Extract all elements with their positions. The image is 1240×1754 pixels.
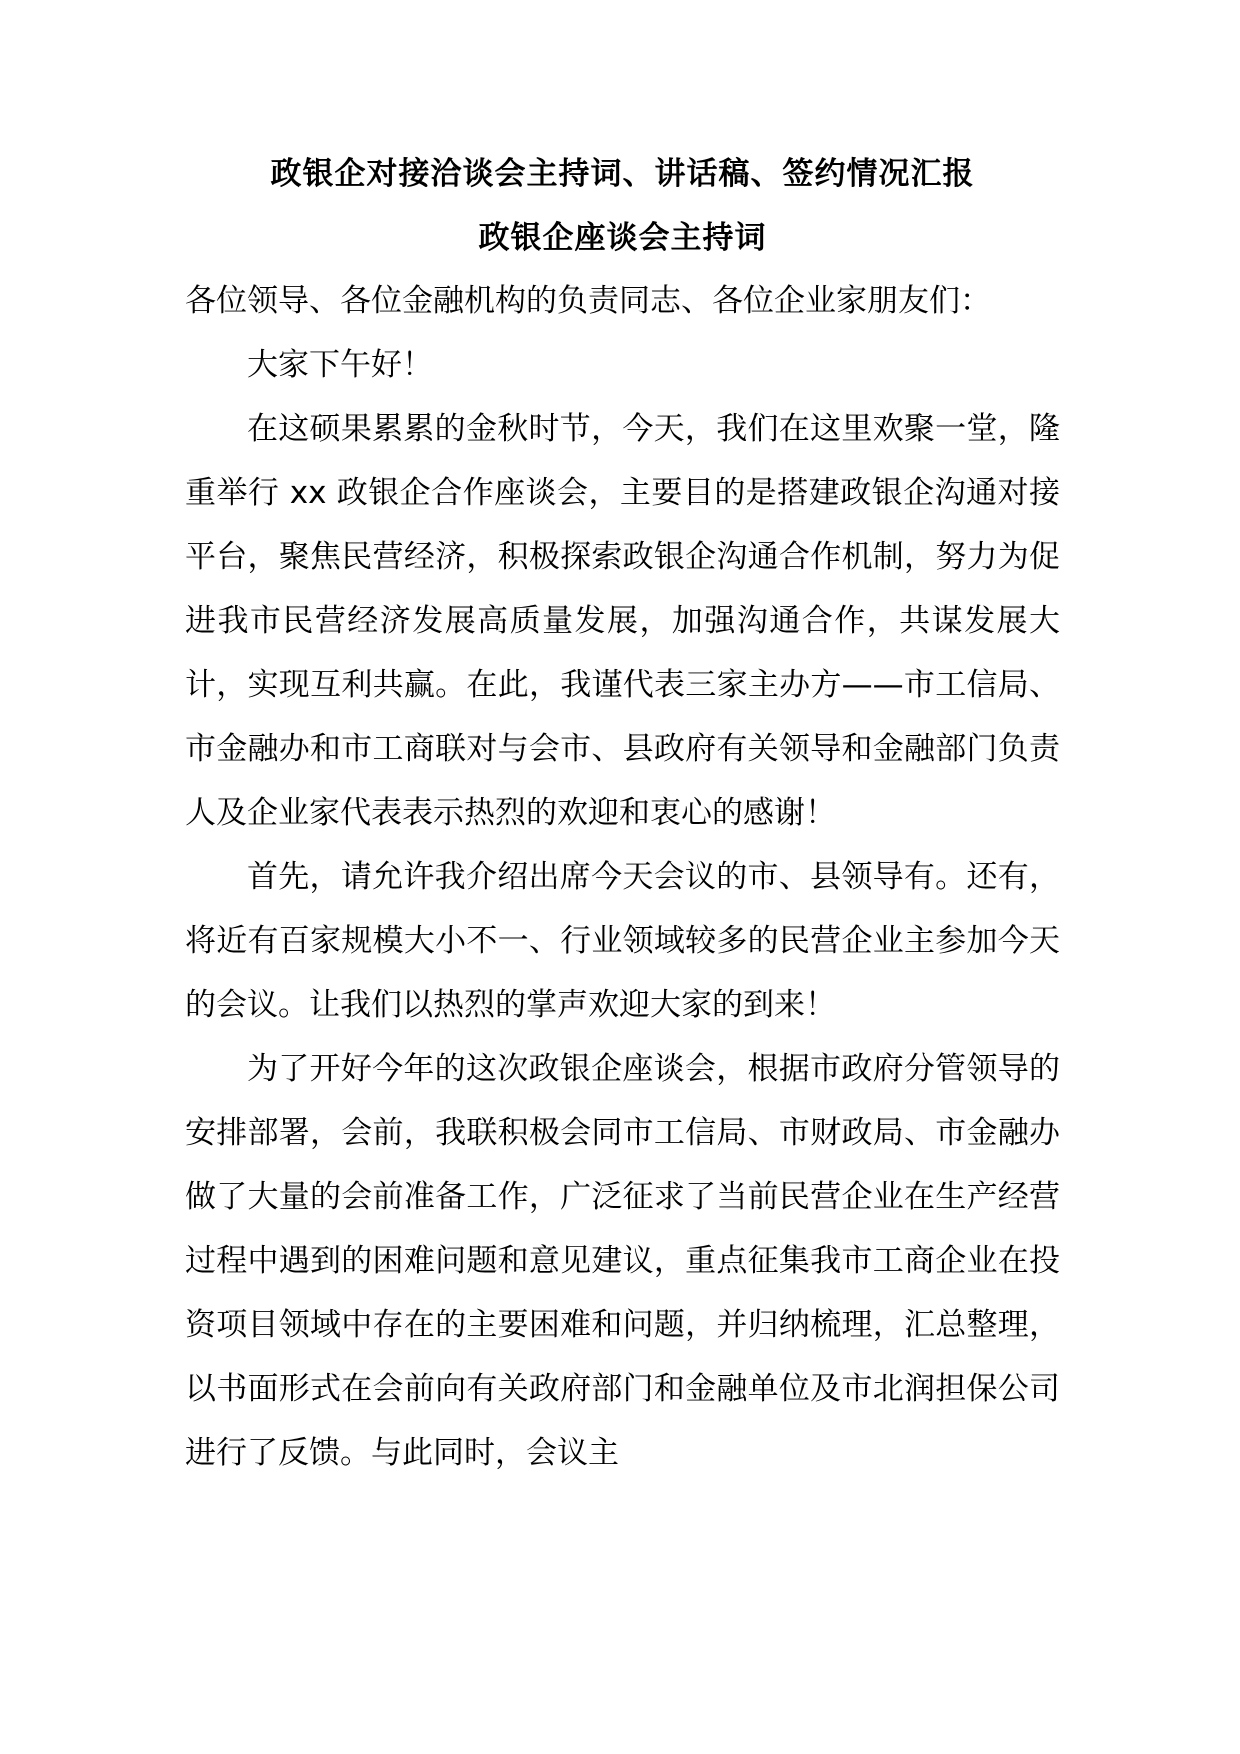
document-subtitle: 政银企座谈会主持词 <box>478 220 767 256</box>
document-title: 政银企对接洽谈会主持词、讲话稿、签约情况汇报 <box>270 156 975 192</box>
paragraph-introduction: 首先，请允许我介绍出席今天会议的市、县领导有。还有，将近有百家规模大小不一、行业领域较多的民营企业主参加今天的会议。让我们以热烈的掌声欢迎大家的到来！ <box>185 859 1060 1023</box>
document-page <box>185 140 1060 1485</box>
salutation: 各位领导、各位金融机构的负责同志、各位企业家朋友们： <box>185 283 991 319</box>
paragraph-greeting: 大家下午好！ <box>247 347 433 383</box>
paragraph-preparation: 为了开好今年的这次政银企座谈会，根据市政府分管领导的安排部署，会前，我联积极会同市工信局、市财政局、市金融办做了大量的会前准备工作，广泛征求了当前民营企业在生产经营过程中遇到的困难问题和意见建议，重点征集我市工商企业在投资项目领域中存在的主要困难和问题，并归纳梳理，汇总整理，以书面形式在会前向有关政府部门和金融单位及市北润担保公司进行了反馈。与此同时，会议主 <box>185 1051 1060 1471</box>
paragraph-opening: 在这硕果累累的金秋时节，今天，我们在这里欢聚一堂，隆重举行 xx 政银企合作座谈会，主要目的是搭建政银企沟通对接平台，聚焦民营经济，积极探索政银企沟通合作机制，努力为促进我市民营经济发展高质量发展，加强沟通合作，共谋发展大计，实现互利共赢。在此，我谨代表三家主办方——市工信局、市金融办和市工商联对与会市、县政府有关领导和金融部门负责人及企业家代表表示热烈的欢迎和衷心的感谢！ <box>185 411 1060 831</box>
